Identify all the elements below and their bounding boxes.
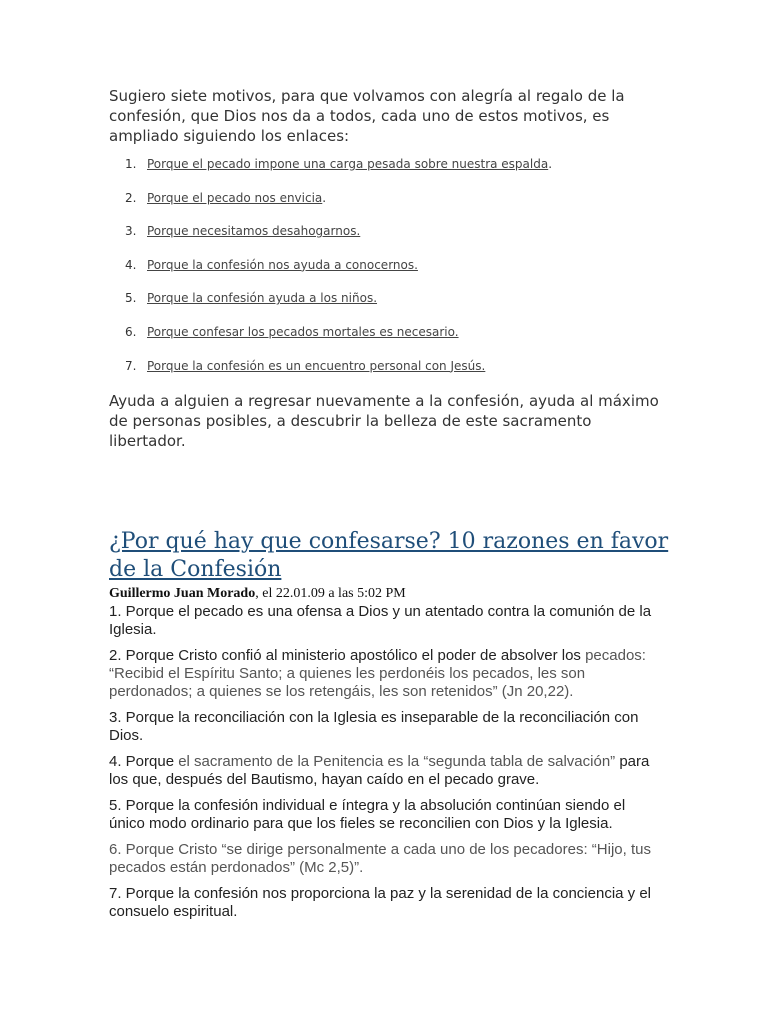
reason-text: 1. Porque el pecado es una ofensa a Dios y un atentado contra la comunión de la Iglesia. <box>109 603 652 638</box>
byline <box>109 586 406 602</box>
motivo-link[interactable]: Porque el pecado nos envicia <box>147 190 323 205</box>
reason-paragraph <box>109 841 664 877</box>
reason-quote: el sacramento de la Penitencia es la “segunda tabla de salvación” <box>178 753 620 770</box>
list-item <box>109 156 659 190</box>
document-body <box>109 86 659 451</box>
outro-paragraph: Ayuda a alguien a regresar nuevamente a la confesión, ayuda al máximo de personas posibles, a descubrir la belleza de este sacramento libertador. <box>109 392 659 451</box>
list-suffix: . <box>548 157 553 171</box>
list-number: 7. <box>125 358 137 373</box>
author-name: Guillermo Juan Morado <box>109 586 256 601</box>
list-item <box>109 190 659 224</box>
reason-quote: 6. Porque Cristo “se dirige personalmente a cada uno de los pecadores: “Hijo, tus pecados están perdonados” (Mc 2,5)”. <box>109 841 651 876</box>
list-number: 6. <box>125 324 137 339</box>
razones-list <box>109 603 664 929</box>
reason-text: para los que, después del Bautismo, hayan caído en el pecado grave. <box>109 753 650 788</box>
list-item <box>109 223 659 257</box>
motivo-link[interactable]: Porque la confesión es un encuentro personal con Jesús. <box>147 358 486 373</box>
list-number: 3. <box>125 224 137 239</box>
reason-paragraph <box>109 647 664 701</box>
reason-text: 4. Porque <box>109 753 179 770</box>
list-number: 2. <box>125 190 137 205</box>
reason-text: 2. Porque Cristo confió al ministerio apostólico el poder de absolver los <box>109 647 586 664</box>
motivo-link[interactable]: Porque confesar los pecados mortales es necesario. <box>147 324 459 339</box>
intro-paragraph: Sugiero siete motivos, para que volvamos con alegría al regalo de la confesión, que Dios nos da a todos, cada uno de estos motivos, es ampliado siguiendo los enlaces: <box>109 87 625 145</box>
list-number: 1. <box>125 157 137 171</box>
motivo-link[interactable]: Porque la confesión nos ayuda a conocernos. <box>147 257 418 272</box>
motivo-link[interactable]: Porque el pecado impone una carga pesada sobre nuestra espalda <box>147 157 549 171</box>
list-item <box>109 290 659 324</box>
reason-paragraph <box>109 797 664 833</box>
reason-text: 7. Porque la confesión nos proporciona la paz y la serenidad de la conciencia y el consuelo espiritual. <box>109 885 652 920</box>
reason-paragraph <box>109 709 664 745</box>
reason-text: 3. Porque la reconciliación con la Iglesia es inseparable de la reconciliación con Dios. <box>109 709 639 744</box>
motivos-list <box>109 156 659 391</box>
motivo-link[interactable]: Porque necesitamos desahogarnos. <box>147 224 361 239</box>
list-number: 5. <box>125 291 137 306</box>
list-item <box>109 324 659 358</box>
reason-text: 5. Porque la confesión individual e íntegra y la absolución continúan siendo el único modo ordinario para que los fieles se reconcilien con Dios y la Iglesia. <box>109 797 626 832</box>
motivo-link[interactable]: Porque la confesión ayuda a los niños. <box>147 291 378 306</box>
list-item <box>109 358 659 392</box>
list-number: 4. <box>125 257 137 272</box>
list-item <box>109 257 659 291</box>
list-suffix: . <box>322 190 327 205</box>
post-date: , el 22.01.09 a las 5:02 PM <box>255 586 406 601</box>
reason-quote: pecados: “Recibid el Espíritu Santo; a quienes les perdonéis los pecados, les son perdonados; a quienes se los retengáis, les son retenidos” (Jn 20,22). <box>109 647 646 700</box>
reason-paragraph <box>109 885 664 921</box>
reason-paragraph <box>109 603 664 639</box>
article-title[interactable]: ¿Por qué hay que confesarse? 10 razones en favor de la Confesión <box>109 529 669 582</box>
reason-paragraph <box>109 753 664 789</box>
